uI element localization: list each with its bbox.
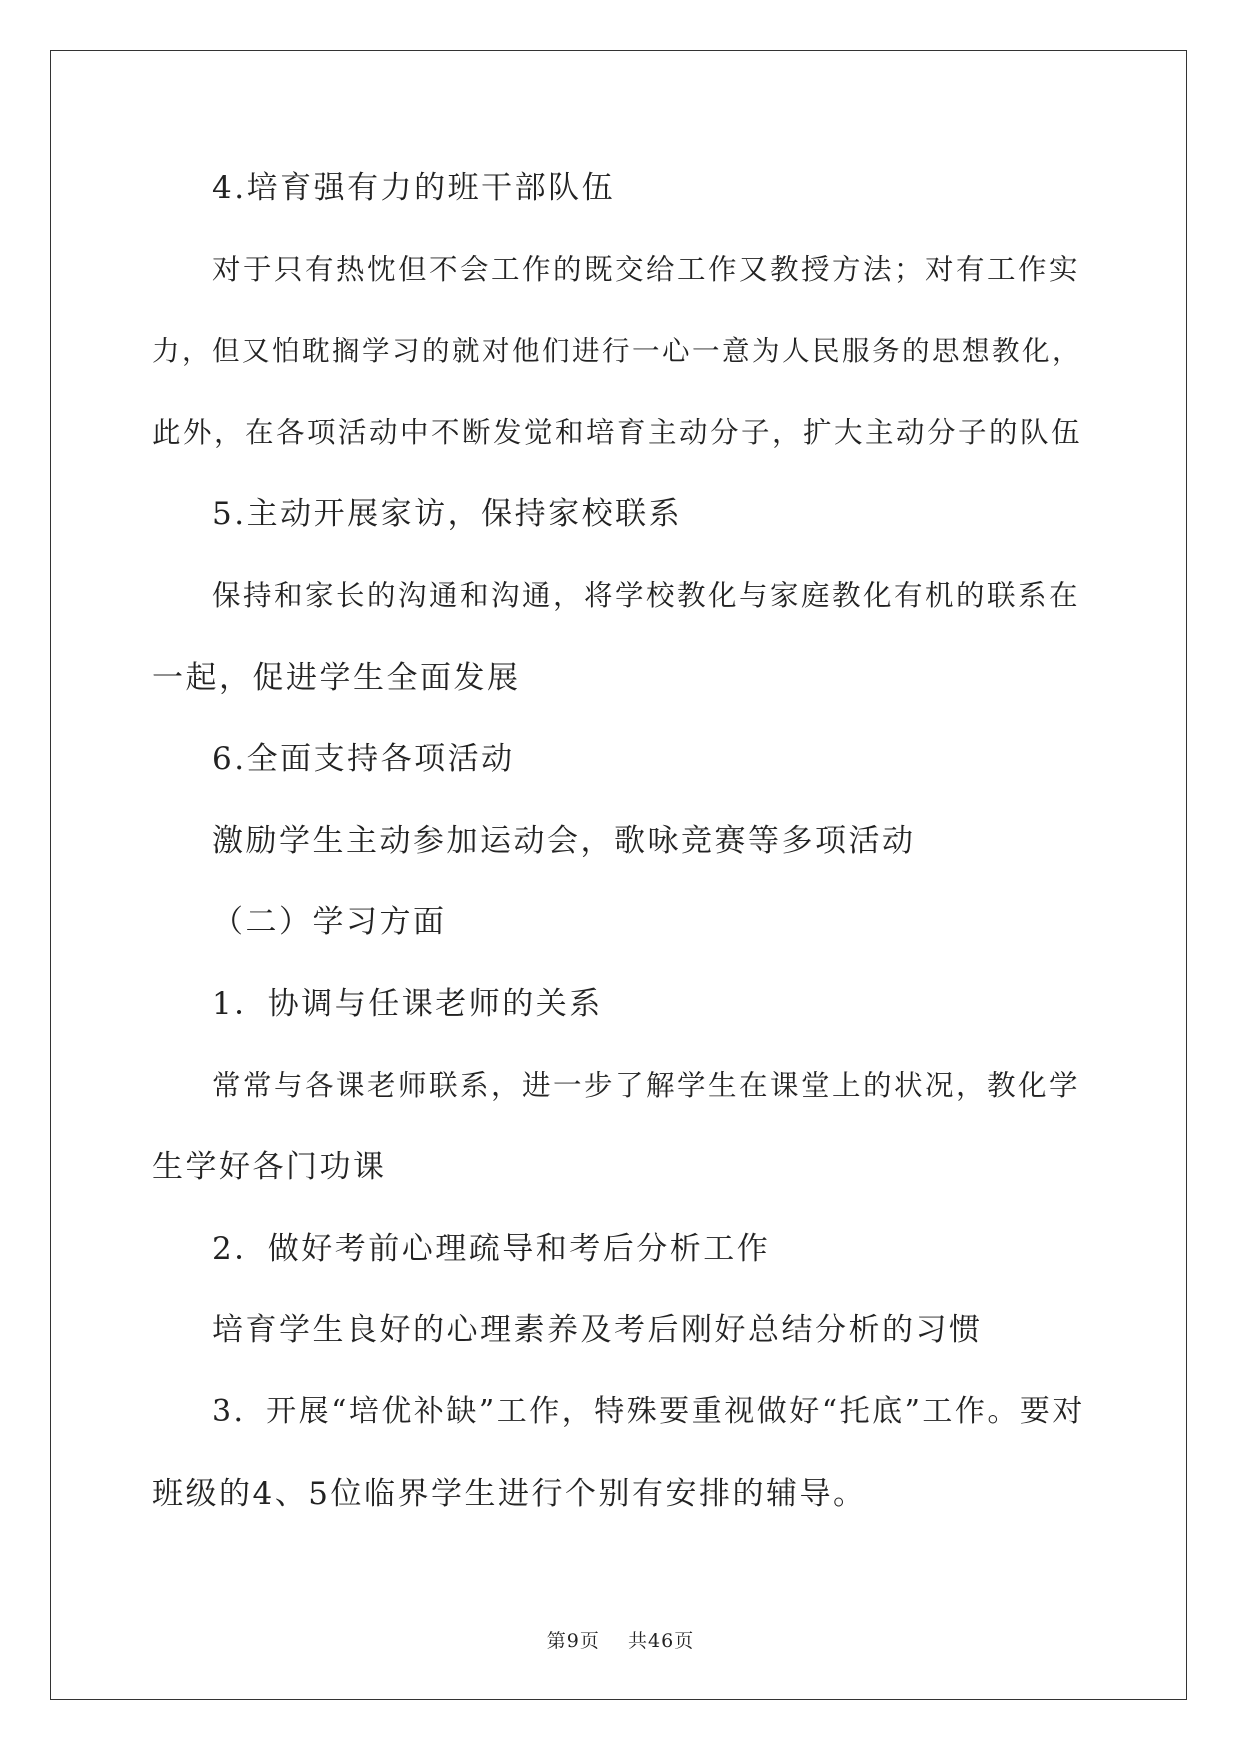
text-line: 保持和家长的沟通和沟通，将学校教化与家庭教化有机的联系在 [212,578,1081,612]
text-line: 5.主动开展家访，保持家校联系 [212,496,683,533]
text-line: 6.全面支持各项活动 [212,741,515,778]
text-line: 激励学生主动参加运动会，歌咏竞赛等多项活动 [212,822,916,859]
text-line: 对于只有热忱但不会工作的既交给工作又教授方法；对有工作实 [212,252,1081,286]
section-heading: （二）学习方面 [212,904,447,941]
text-line: 培育学生良好的心理素养及考后刚好总结分析的习惯 [212,1312,983,1349]
text-line: 常常与各课老师联系，进一步了解学生在课堂上的状况，教化学 [212,1068,1081,1102]
document-body [152,163,1092,1550]
text-line: 3．开展“培优补缺”工作，特殊要重视做好“托底”工作。要对 [212,1393,1085,1429]
text-line: 班级的4、5位临界学生进行个别有安排的辅导。 [152,1475,867,1512]
text-line: 1．协调与任课老师的关系 [212,985,603,1022]
text-line: 一起，促进学生全面发展 [152,659,521,696]
page-footer [0,1626,1241,1653]
page-total: 共46页 [628,1630,695,1652]
text-line: 生学好各门功课 [152,1149,387,1186]
text-line: 力，但又怕耽搁学习的就对他们进行一心一意为人民服务的思想教化， [152,335,1082,368]
text-line: 2．做好考前心理疏导和考后分析工作 [212,1230,771,1267]
page-number: 第9页 [546,1630,600,1652]
text-line: 4.培育强有力的班干部队伍 [212,170,616,206]
text-line: 此外，在各项活动中不断发觉和培育主动分子，扩大主动分子的队伍 [152,415,1083,449]
